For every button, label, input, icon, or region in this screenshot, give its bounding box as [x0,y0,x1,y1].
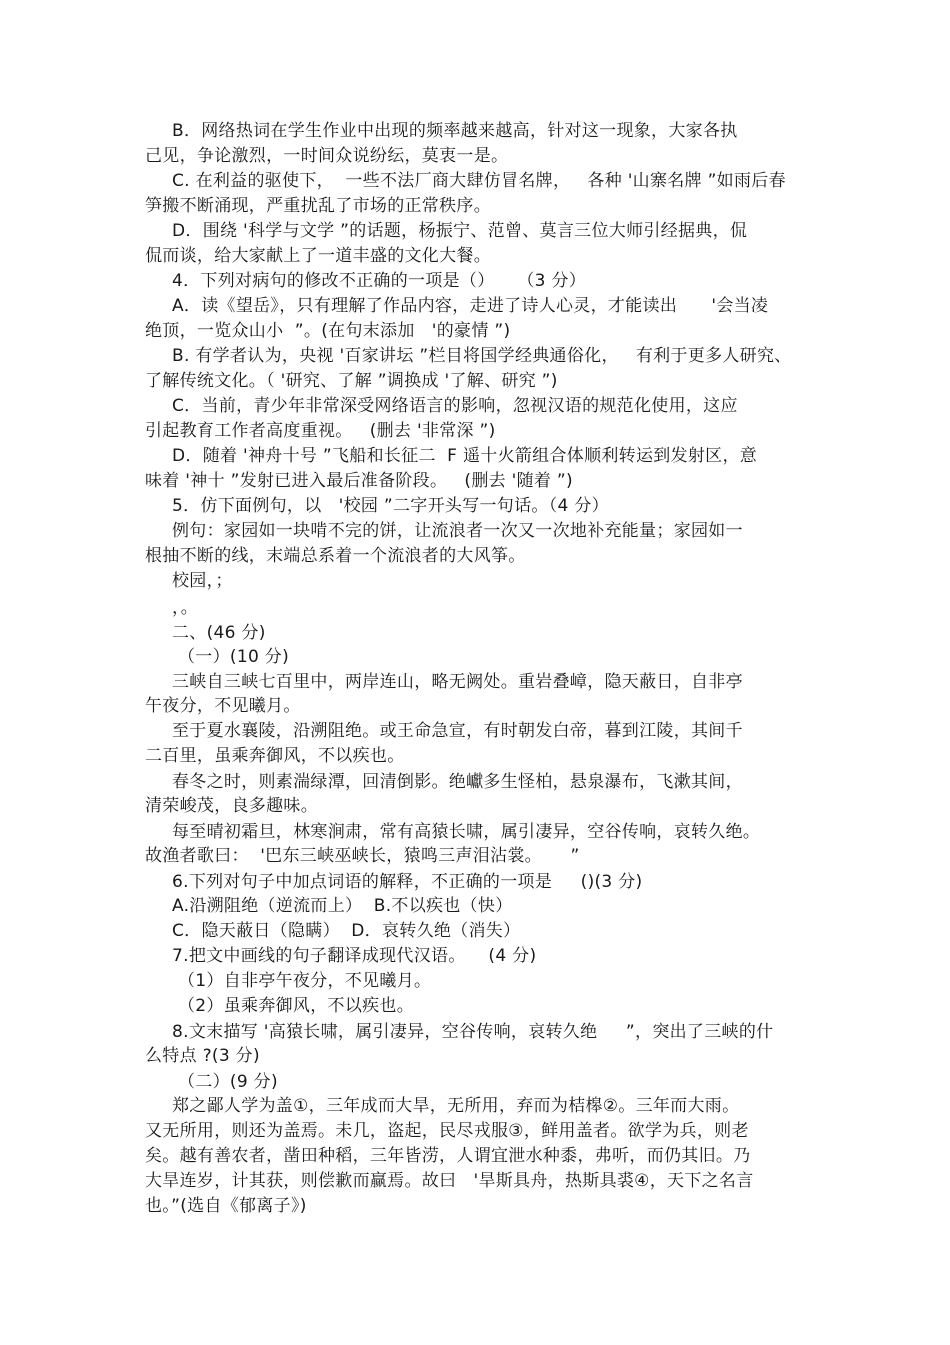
q5-answer-line-2: ，。 [172,598,199,618]
passage-1-para-1-line-2: 午夜分，不见曦月。 [145,696,301,716]
section-2-heading: 二、(46 分) [172,623,266,643]
option-b-line-2: 己见，争论激烈，一时间众说纷纭，莫衷一是。 [145,146,509,166]
passage-1-para-1-line-1: 三峡自三峡七百里中，两岸连山，略无阙处。重岩叠嶂，隐天蔽日，自非亭 [172,672,743,692]
option-d-line-1: D．围绕 '科学与文学 ”的话题，杨振宁、范曾、莫言三位大师引经据典，侃 [172,221,748,241]
subsection-1-heading: （一）(10 分) [178,647,289,667]
q4-option-d-line-2: 味着 '神十 ”发射已进入最后准备阶段。 (删去 '随着 ”) [145,471,573,491]
q4-option-a-line-2: 绝顶，一览众山小 ”。(在句末添加 '的豪情 ”) [145,321,511,341]
question-7-stem: 7.把文中画线的句子翻译成现代汉语。 (4 分) [172,946,537,966]
question-5-stem: 5．仿下面例句，以 '校园 ”二字开头写一句话。（4 分） [172,496,609,516]
question-4-stem: 4．下列对病句的修改不正确的一项是（） （3 分） [172,271,587,291]
q4-option-a-line-1: A．读《望岳》，只有理解了作品内容，走进了诗人心灵，才能读出 '会当凌 [172,296,769,316]
question-6-stem: 6.下列对句子中加点词语的解释，不正确的一项是 ()(3 分) [172,872,643,892]
option-c-line-2: 笋搬不断涌现，严重扰乱了市场的正常秩序。 [145,196,491,216]
passage-2-line-3: 矣。越有善农者，凿田种稻，三年皆涝，人谓宜泄水种黍，弗听，而仍其旧。乃 [145,1146,751,1166]
passage-2-line-4: 大旱连岁，计其获，则偿歉而赢焉。故曰 '旱斯具舟，热斯具裘④，天下之名言 [145,1171,754,1191]
q5-example-line-2: 根抽不断的线，末端总系着一个流浪者的大风筝。 [145,546,526,566]
q6-options-c-d: C．隐天蔽日（隐瞒） D．哀转久绝（消失） [172,921,521,941]
option-c-line-1: C. 在利益的驱使下， 一些不法厂商大肆仿冒名牌， 各种 '山寨名牌 ”如雨后春 [172,171,786,191]
q7-item-1: （1）自非亭午夜分，不见曦月。 [178,971,432,991]
passage-2-line-2: 又无所用，则还为盖焉。未几，盗起，民尽戎服③，鲜用盖者。欲学为兵，则老 [145,1121,749,1141]
passage-1-para-4-line-2: 故渔者歌曰： '巴东三峡巫峡长，猿鸣三声泪沾裳。 ” [145,846,580,866]
passage-1-para-4-line-1: 每至晴初霜旦，林寒涧肃，常有高猿长啸，属引凄异，空谷传响，哀转久绝。 [172,822,761,842]
q4-option-d-line-1: D．随着 '神舟十号 ”飞船和长征二 F 遥十火箭组合体顺利转运到发射区，意 [172,446,758,466]
q7-item-2: （2）虽乘奔御风，不以疾也。 [178,996,415,1016]
option-b-line-1: B．网络热词在学生作业中出现的频率越来越高，针对这一现象，大家各执 [172,121,738,141]
q4-option-c-line-2: 引起教育工作者高度重视。 (删去 '非常深 ”) [145,421,496,441]
q6-options-a-b: A.沿溯阻绝（逆流而上） B.不以疾也（快） [172,896,513,916]
passage-1-para-3-line-1: 春冬之时，则素湍绿潭，回清倒影。绝巘多生怪柏，悬泉瀑布，飞漱其间， [172,772,743,792]
q5-answer-line-1: 校园，； [172,571,233,591]
question-8-line-1: 8.文末描写 '高猿长啸，属引凄异，空谷传响，哀转久绝 ”，突出了三峡的什 [172,1022,774,1042]
q4-option-b-line-2: 了解传统文化。（ '研究、了解 ”调换成 '了解、研究 ”) [145,371,558,391]
q5-example-line-1: 例句：家园如一块啃不完的饼，让流浪者一次又一次地补充能量；家园如一 [172,521,743,541]
option-d-line-2: 侃而谈，给大家献上了一道丰盛的文化大餐。 [145,246,491,266]
passage-2-line-5: 也。”(选自《郁离子》) [145,1196,307,1216]
passage-1-para-2-line-2: 二百里，虽乘奔御风，不以疾也。 [145,746,405,766]
q4-option-c-line-1: C．当前，青少年非常深受网络语言的影响，忽视汉语的规范化使用，这应 [172,396,738,416]
question-8-line-2: 么特点 ?(3 分) [145,1046,260,1066]
passage-2-line-1: 郑之鄙人学为盖①，三年成而大旱，无所用，弃而为桔槔②。三年而大雨。 [172,1096,740,1116]
passage-1-para-2-line-1: 至于夏水襄陵，沿溯阻绝。或王命急宣，有时朝发白帝，暮到江陵，其间千 [172,721,743,741]
q4-option-b-line-1: B. 有学者认为，央视 '百家讲坛 ”栏目将国学经典通俗化， 有利于更多人研究、 [172,346,792,366]
passage-1-para-3-line-2: 清荣峻茂，良多趣味。 [145,796,318,816]
subsection-2-heading: （二）(9 分) [178,1072,278,1092]
